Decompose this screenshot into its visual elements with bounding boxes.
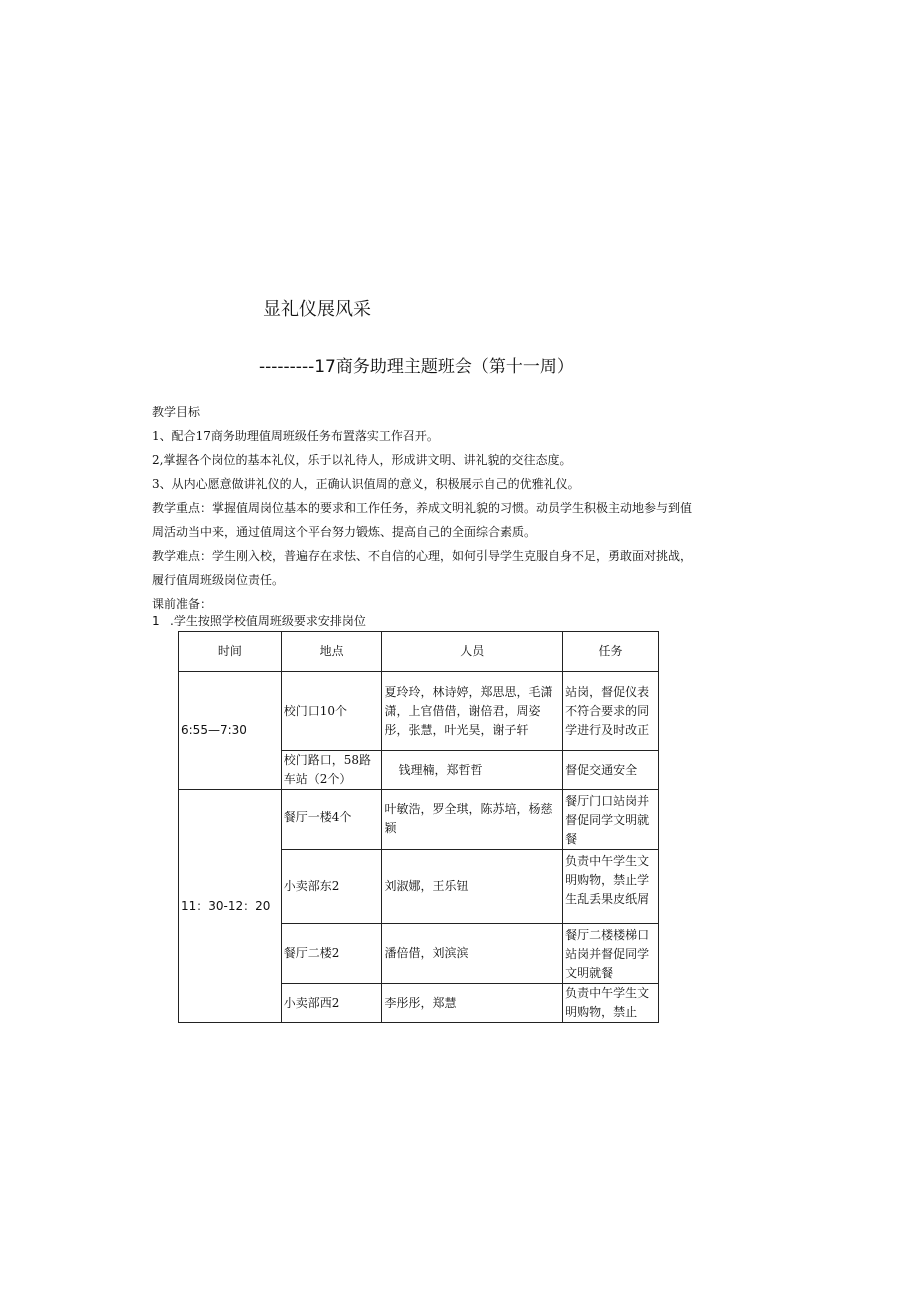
header-place: 地点 [281,632,382,672]
prep-item-number: 1 [152,614,160,628]
table-row [179,672,659,751]
people-cell: 钱理楠，郑哲哲 [382,751,563,790]
place-cell: 小卖部东2 [281,850,382,924]
document-subtitle: ---------17商务助理主题班会（第十一周） [259,357,574,377]
place-cell: 校门口10个 [281,672,382,751]
place-cell: 小卖部西2 [281,984,382,1023]
people-cell: 夏玲玲，林诗婷，郑思思，毛潇潇，上官借借，谢倍君，周姿彤，张慧，叶光昊，谢子轩 [382,672,563,751]
place-cell: 餐厅一楼4个 [281,790,382,850]
header-time: 时间 [179,632,282,672]
goal-item-3: 3、从内心愿意做讲礼仪的人，正确认识值周的意义，积极展示自己的优雅礼仪。 [152,477,580,491]
goal-item-2: 2,掌握各个岗位的基本礼仪，乐于以礼待人，形成讲文明、讲礼貌的交往态度。 [152,453,572,467]
header-task: 任务 [563,632,659,672]
task-cell: 站岗，督促仪表不符合要求的同学进行及时改正 [563,672,659,751]
people-cell: 叶敏浩，罗全琪，陈苏培，杨慈颖 [382,790,563,850]
prep-item-text: .学生按照学校值周班级要求安排岗位 [170,614,366,628]
document-title: 显礼仪展风采 [263,299,371,320]
prep-item-1 [152,612,366,629]
lesson-body [152,400,697,616]
key-points-paragraph: 教学重点：掌握值周岗位基本的要求和工作任务，养成文明礼貌的习惯。动员学生积极主动地参与到值周活动当中来，通过值周这个平台努力锻炼、提高自己的全面综合素质。 [152,501,693,539]
time-slot-noon: 11：30-12：20 [179,790,282,1023]
duty-schedule-table [178,631,659,1023]
place-cell: 校门路口，58路车站（2个） [281,751,382,790]
people-cell: 李彤彤，郑慧 [382,984,563,1023]
task-cell: 督促交通安全 [563,751,659,790]
preparation-heading: 课前准备： [152,597,213,611]
goal-item-1: 1、配合17商务助理值周班级任务布置落实工作召开。 [152,429,439,443]
task-cell: 负责中午学生文明购物，禁止学生乱丢果皮纸屑 [563,850,659,924]
task-cell: 餐厅门口站岗并督促同学文明就餐 [563,790,659,850]
difficulties-paragraph: 教学难点：学生刚入校，普遍存在求怯、不自信的心理，如何引导学生克服自身不足，勇敢面对挑战，履行值周班级岗位责任。 [152,549,693,587]
task-cell: 餐厅二楼楼梯口站岗并督促同学文明就餐 [563,924,659,984]
people-cell: 刘淑娜，王乐钮 [382,850,563,924]
place-cell: 餐厅二楼2 [281,924,382,984]
table-row [179,790,659,850]
header-people: 人员 [382,632,563,672]
table-header-row [179,632,659,672]
section-heading-goals: 教学目标 [152,405,201,419]
people-cell: 潘倍借，刘滨滨 [382,924,563,984]
task-cell: 负责中午学生文明购物，禁止 [563,984,659,1023]
time-slot-morning: 6:55—7:30 [179,672,282,790]
